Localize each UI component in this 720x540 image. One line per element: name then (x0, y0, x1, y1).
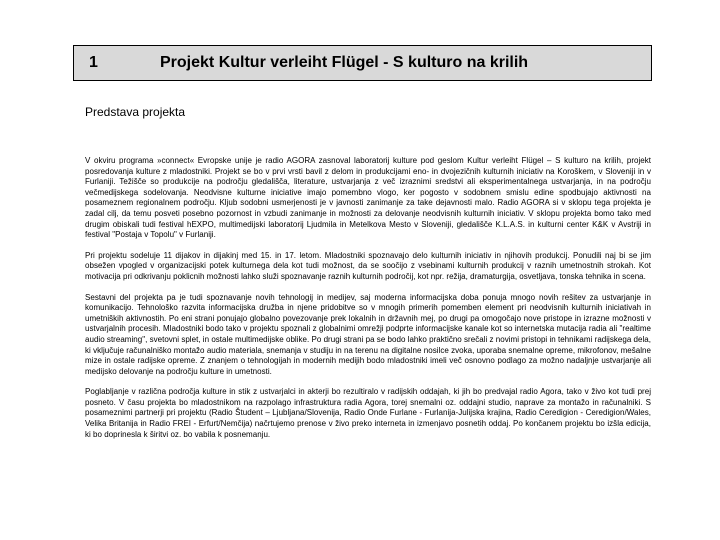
body-text (85, 156, 651, 450)
section-number: 1 (89, 54, 98, 71)
paragraph-participants: Pri projektu sodeluje 11 dijakov in dijakinj med 15. in 17. letom. Mladostniki spoznavajo delo kulturnih iniciativ in njihovih produkcij. Ponudili naj bi se jim obsežen vpogled v organizacijski potek kulturnega dela kot tudi možnost, da se soočijo z vsebinami kulturnih produkcij v raznih umetnostnih strokah. Kot motivacija pri odkrivanju poklicnih možnosti lahko služi spoznavanje raznih kulturnih področij, kot npr. režija, dramaturgija, osvetljava, tonska tehnika in scena. (85, 250, 651, 281)
paragraph-technology: Sestavni del projekta pa je tudi spoznavanje novih tehnologij in medijev, saj moderna informacijska doba ponuja mnogo novih rešitev za ustvarjanje in komunikacijo. Tehnološko razvita informacijska družba in njene pridobitve so v mnogih primerih pomemben element pri neodvisnih kulturnih iniciativah in umetniških aktivnostih. Po eni strani ponujajo globalno povezovanje prek lokalnih in državnih mej, po drugi pa omogočajo nove pristope in izrazne možnosti v ustvarjalnih procesih. Mladostniki bodo tako v projektu spoznali z globalnimi omrežji podprte informacijske kanale kot so internetska mutacija radia ali "realtime audio streaming", svetovni splet, in ostale multimedijske oblike. Po drugi strani pa se bodo lahko praktično srečali z novimi pristopi in tehnikami radijskega dela, ki vključuje računalniško montažo audio materiala, snemanja v studiju in na terenu na digitalne nosilce zvoka, uporaba snemalne opreme, mikrofonov, mešalne mize in ostale radijske opreme. Z znanjem o tehnologijah in modernih medijih bodo mladostniki imeli več osnovno podlago za možno nadaljnje ustvarjanje ali medijsko delovanje na področju kulture in umetnosti. (85, 292, 651, 376)
paragraph-intro: V okviru programa »connect« Evropske unije je radio AGORA zasnoval laboratorij kulture pod geslom Kultur verleiht Flügel – S kulturo na krilih, projekt posredovanja kulture z mladostniki. Projekt se bo v prvi vrsti bavil z delom in produkcijami eno- in dvojezičnih kulturnih iniciativ na Koroškem, v Sloveniji in v Furlaniji. Težišče so produkcije na področju gledališča, literature, ustvarjanja z več izraznimi sredstvi ali eksperimentalnega ustvarjanja, in na področju večmedijskega sodelovanja. Neodvisne kulturne iniciative imajo pomembno vlogo, ker pogosto v sodobnem smislu edine spodbujajo aktivnosti na posameznem regionalnem področju. Kljub sodobni usmerjenosti je v javnosti zanimanje za take dejavnosti malo. Radio AGORA si v sklopu tega projekta je zadal cilj, da temu posveti posebno pozornost in vzbudi zanimanje in možnosti za delovanje neodvisnih kulturnih iniciativ. V sklopu projekta bomo tako med drugim obiskali tudi festival hEXPO, multimedijski laboratorij Ljudmila in Metelkova Mesto v Sloveniji, gledališče K.L.A.S. in kulturni center K&K v Avstriji in festival "Postaja v Topolu" v Furlaniji. (85, 156, 651, 240)
title-box (73, 45, 652, 81)
section-subheading: Predstava projekta (85, 105, 186, 119)
page-title: Projekt Kultur verleiht Flügel - S kulturo na krilih (160, 54, 529, 71)
paragraph-broadcasts: Poglabljanje v različna področja kulture in stik z ustvarjalci in akterji bo rezultiralo v radijskih oddajah, ki jih bo predvajal radio Agora, tako v živo kot tudi prej posneto. V času projekta bo mladostnikom na razpolago infrastruktura radia Agora, torej snemalni oz. oddajni studio, naprave za montažo in računalniki. S posameznimi partnerji pri projektu (Radio Študent – Ljubljana/Slovenija, Radio Onde Furlane - Furlanija-Julijska krajina, Radio Ceredigion - Ceredigion/Wales, Velika Britanija in Radio FREI - Erfurt/Nemčija) načrtujemo prenose v živo preko interneta in izmenjavo posnetih oddaj. Po končanem projektu bo izšla edicija, ki bo doprinesla k širitvi oz. bo vabila k posnemanju. (85, 387, 651, 439)
